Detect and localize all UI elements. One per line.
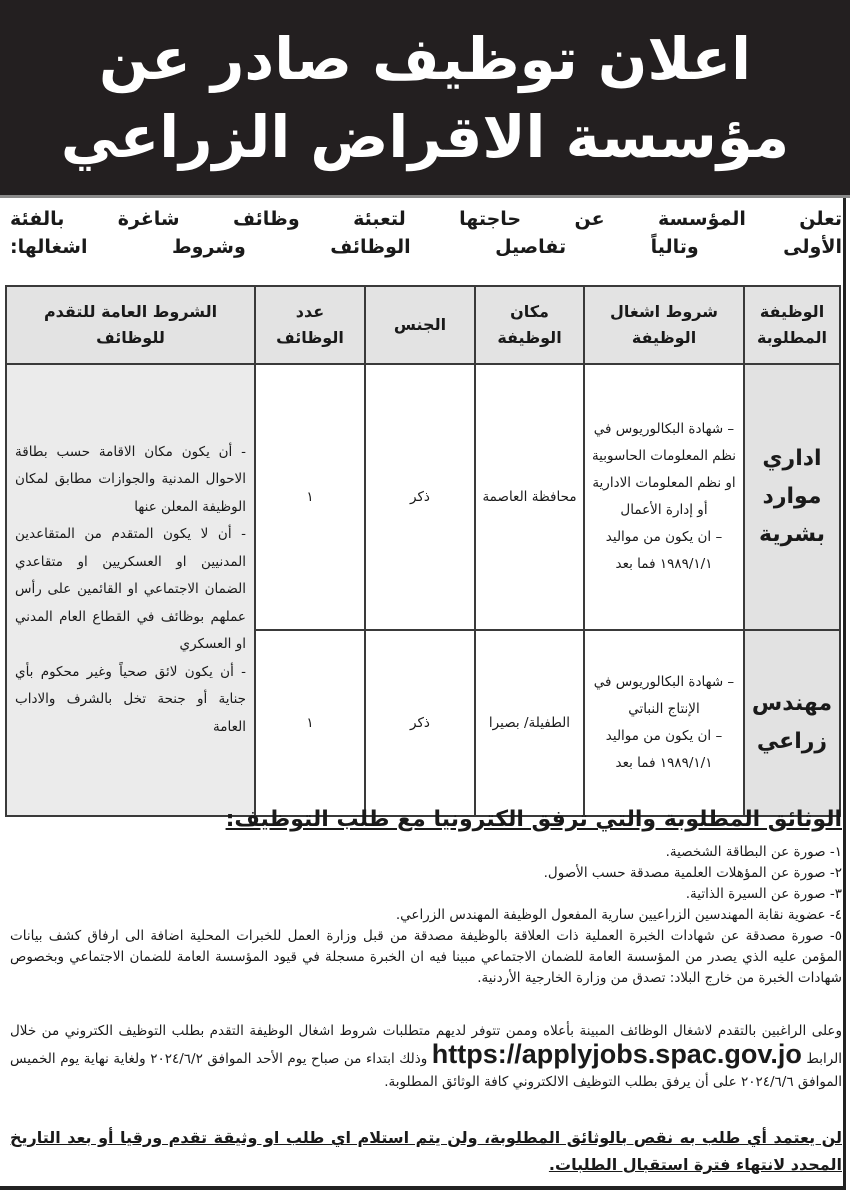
document-item: ١- صورة عن البطاقة الشخصية.: [665, 844, 842, 860]
job-location-cell: محافظة العاصمة: [475, 364, 584, 630]
job-requirements-cell: [584, 364, 744, 630]
banner-title-line-2: مؤسسة الاقراض الزراعي: [60, 102, 790, 171]
general-condition-item: - أن يكون مكان الاقامة حسب بطاقة الاحوال المدنية والجوازات مطابق لمكان الوظيفة المعلن عنها: [15, 443, 246, 515]
apply-text-after-link: وذلك ابتداء من صباح يوم الأحد الموافق ٢٠٢٤/٦/٢ ولغاية نهاية يوم الخميس الموافق ٢٠٢٤/٦/٦ على أن يرفق بطلب التوظيف الالكتروني كافة الوثائق المطلوبة.: [10, 1051, 842, 1090]
intro-line-1: تعلن المؤسسة عن حاجتها لتعبئة وظائف شاغرة بالفئة: [10, 208, 842, 230]
application-instructions: [10, 1020, 842, 1094]
application-link[interactable]: https://applyjobs.spac.gov.jo: [431, 1039, 802, 1069]
header-location: مكان الوظيفة: [475, 286, 584, 364]
general-conditions-cell: [6, 364, 255, 816]
requirement-item: – ان يكون من مواليد ١٩٨٩/١/١ فما بعد: [605, 529, 723, 572]
job-gender-cell: ذكر: [365, 364, 475, 630]
table-row: [6, 364, 840, 630]
header-job-title: الوظيفة المطلوبة: [744, 286, 840, 364]
job-location-cell: الطفيلة/ بصيرا: [475, 630, 584, 816]
document-item: ٢- صورة عن المؤهلات العلمية مصدقة حسب الأصول.: [543, 865, 842, 881]
apply-text-before-link: وعلى الراغبين بالتقدم لاشغال الوظائف المبينة بأعلاه وممن تتوفر لديهم متطلبات شروط اشغال الوظيفة التقدم بطلب التوظيف الكتروني من خلال الرابط: [10, 1023, 843, 1067]
job-requirements-cell: [584, 630, 744, 816]
table-header-row: [6, 286, 840, 364]
job-gender-cell: ذكر: [365, 630, 475, 816]
document-item: ٤- عضوية نقابة المهندسين الزراعيين سارية المفعول الوظيفة المهندس الزراعي.: [395, 907, 842, 923]
documents-heading: الوثائق المطلوبة والتي ترفق الكترونيا مع طلب التوظيف:: [225, 807, 842, 832]
important-notice: لن يعتمد أي طلب به نقص بالوثائق المطلوبة، ولن يتم استلام اي طلب او وثيقة تقدم ورقيا أو بعد التاريخ المحدد لانتهاء فترة استقبال الطلبات.: [10, 1128, 842, 1174]
header-banner: [0, 0, 850, 198]
job-count-cell: ١: [255, 364, 365, 630]
job-title-cell: اداري موارد بشرية: [744, 364, 840, 630]
job-title-cell: مهندس زراعي: [744, 630, 840, 816]
general-condition-item: - أن لا يكون المتقدم من المتقاعدين المدنيين او العسكريين او متقاعدي الضمان الاجتماعي او القائمين على رأس عملهم بوظائف في القطاع العام المدني او العسكري: [15, 526, 246, 653]
intro-line-2: الأولى وتالياً تفاصيل الوظائف وشروط اشغالها:: [10, 236, 842, 258]
header-general-conditions: الشروط العامة للتقدم للوظائف: [6, 286, 255, 364]
header-gender: الجنس: [365, 286, 475, 364]
job-count-cell: ١: [255, 630, 365, 816]
requirement-item: – شهادة البكالوريوس في نظم المعلومات الحاسوبية او نظم المعلومات الادارية أو إدارة الأعمال: [591, 421, 737, 518]
banner-title-line-1: اعلان توظيف صادر عن: [99, 24, 751, 93]
header-requirements: شروط اشغال الوظيفة: [584, 286, 744, 364]
document-item: ٥- صورة مصدقة عن شهادات الخبرة العملية ذات العلاقة بالوظيفة مصدقة من قبل وزارة العمل للخبرات المحلية اضافة الى ارفاق كشف بيانات المؤمن عليه الذي يصدر من المؤسسة العامة للضمان الاجتماعي مبينا فيه ان الخبرة مسجلة في قيود المؤسسة العامة للضمان الاجتماعي وبخصوص شهادات الخبرة من خارج البلاد: تصدق من وزارة الخارجية الأردنية.: [10, 928, 842, 986]
general-condition-item: - أن يكون لائق صحياً وغير محكوم بأي جناية أو جنحة تخل بالشرف والاداب العامة: [15, 663, 246, 735]
intro-paragraph: [10, 205, 842, 261]
jobs-table: [5, 285, 841, 817]
requirement-item: – شهادة البكالوريوس في الإنتاج النباتي: [593, 674, 735, 717]
header-count: عدد الوظائف: [255, 286, 365, 364]
documents-list: [10, 842, 842, 989]
requirement-item: – ان يكون من مواليد ١٩٨٩/١/١ فما بعد: [605, 728, 723, 771]
document-item: ٣- صورة عن السيرة الذاتية.: [685, 886, 842, 902]
